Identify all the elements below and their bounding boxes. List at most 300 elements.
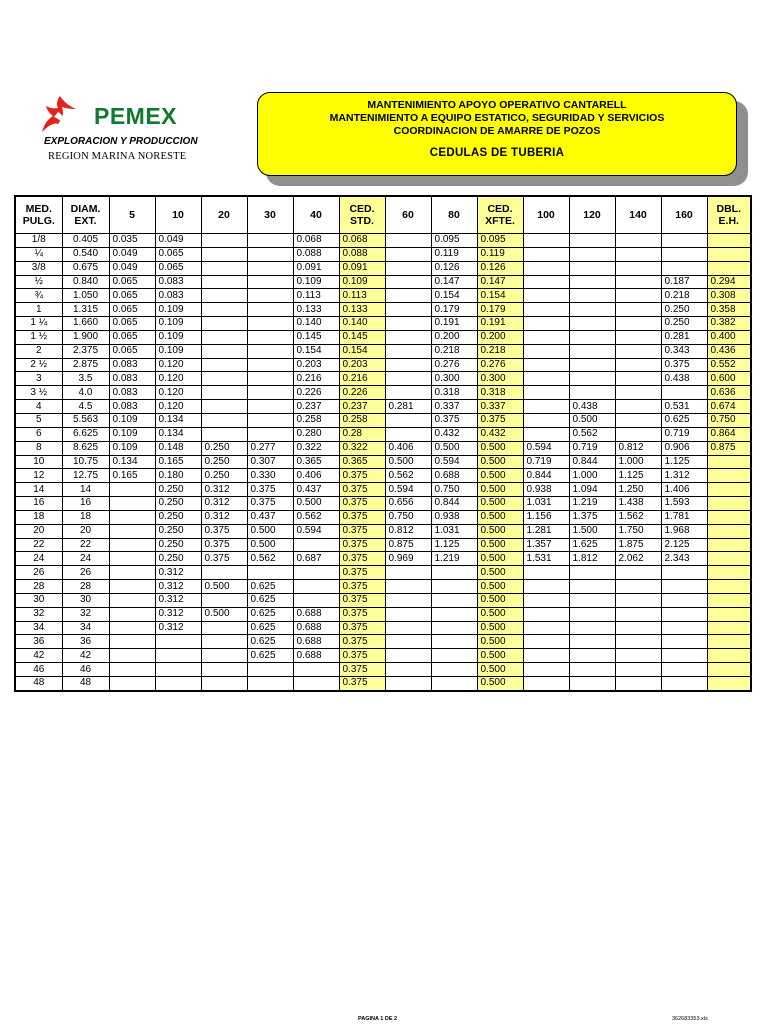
wall-thickness-cell: 0.375 xyxy=(339,483,385,497)
wall-thickness-cell xyxy=(615,303,661,317)
wall-thickness-cell xyxy=(109,524,155,538)
wall-thickness-cell: 0.145 xyxy=(339,330,385,344)
wall-thickness-cell: 0.312 xyxy=(155,621,201,635)
wall-thickness-cell: 0.147 xyxy=(477,275,523,289)
wall-thickness-cell xyxy=(707,483,751,497)
wall-thickness-cell xyxy=(569,234,615,248)
wall-thickness-cell: 0.088 xyxy=(293,247,339,261)
wall-thickness-cell: 0.500 xyxy=(477,538,523,552)
wall-thickness-cell: 0.719 xyxy=(523,455,569,469)
wall-thickness-cell: 0.625 xyxy=(247,621,293,635)
wall-thickness-cell xyxy=(615,275,661,289)
wall-thickness-cell xyxy=(201,677,247,691)
wall-thickness-cell xyxy=(661,607,707,621)
region-subtitle: EXPLORACION Y PRODUCCION xyxy=(44,136,198,147)
wall-thickness-cell: 0.375 xyxy=(201,538,247,552)
wall-thickness-cell xyxy=(109,677,155,691)
wall-thickness-cell: 0.312 xyxy=(155,607,201,621)
column-header-label: 160 xyxy=(675,209,693,221)
wall-thickness-cell: 0.133 xyxy=(339,303,385,317)
wall-thickness-cell: 0.119 xyxy=(431,247,477,261)
nominal-size-cell: 1 ½ xyxy=(15,330,62,344)
wall-thickness-cell: 0.375 xyxy=(339,663,385,677)
wall-thickness-cell: 0.375 xyxy=(339,677,385,691)
outer-diameter-cell: 0.675 xyxy=(62,261,109,275)
wall-thickness-cell: 0.088 xyxy=(339,247,385,261)
wall-thickness-cell: 0.312 xyxy=(155,593,201,607)
wall-thickness-cell: 0.500 xyxy=(385,455,431,469)
wall-thickness-cell: 1.781 xyxy=(661,510,707,524)
wall-thickness-cell xyxy=(155,663,201,677)
wall-thickness-cell xyxy=(155,649,201,663)
wall-thickness-cell: 0.400 xyxy=(707,330,751,344)
wall-thickness-cell: 1.000 xyxy=(569,469,615,483)
wall-thickness-cell xyxy=(707,510,751,524)
column-header-label: 40 xyxy=(310,209,322,221)
column-header-label: 140 xyxy=(629,209,647,221)
outer-diameter-cell: 36 xyxy=(62,635,109,649)
wall-thickness-cell: 0.276 xyxy=(477,358,523,372)
wall-thickness-cell xyxy=(109,580,155,594)
wall-thickness-cell: 0.437 xyxy=(293,483,339,497)
wall-thickness-cell xyxy=(523,303,569,317)
wall-thickness-cell xyxy=(661,621,707,635)
wall-thickness-cell: 0.600 xyxy=(707,372,751,386)
outer-diameter-cell: 12.75 xyxy=(62,469,109,483)
wall-thickness-cell: 0.154 xyxy=(293,344,339,358)
table-row xyxy=(15,497,751,511)
wall-thickness-cell xyxy=(523,663,569,677)
wall-thickness-cell: 0.500 xyxy=(477,455,523,469)
wall-thickness-cell xyxy=(247,261,293,275)
table-row xyxy=(15,358,751,372)
wall-thickness-cell: 0.083 xyxy=(109,372,155,386)
wall-thickness-cell xyxy=(523,344,569,358)
wall-thickness-cell: 1.219 xyxy=(431,552,477,566)
wall-thickness-cell xyxy=(201,386,247,400)
wall-thickness-cell xyxy=(201,427,247,441)
nominal-size-cell: 14 xyxy=(15,483,62,497)
wall-thickness-cell xyxy=(707,580,751,594)
wall-thickness-cell: 0.625 xyxy=(247,649,293,663)
column-header-label: 120 xyxy=(583,209,601,221)
wall-thickness-cell xyxy=(615,372,661,386)
outer-diameter-cell: 0.405 xyxy=(62,234,109,248)
wall-thickness-cell: 0.500 xyxy=(477,621,523,635)
wall-thickness-cell xyxy=(385,275,431,289)
wall-thickness-cell: 1.438 xyxy=(615,497,661,511)
wall-thickness-cell xyxy=(523,607,569,621)
table-row xyxy=(15,524,751,538)
wall-thickness-cell: 0.312 xyxy=(201,483,247,497)
table-row xyxy=(15,469,751,483)
wall-thickness-cell: 0.500 xyxy=(477,607,523,621)
wall-thickness-cell xyxy=(707,524,751,538)
wall-thickness-cell: 0.375 xyxy=(339,524,385,538)
outer-diameter-cell: 30 xyxy=(62,593,109,607)
wall-thickness-cell: 0.375 xyxy=(339,510,385,524)
wall-thickness-cell: 0.200 xyxy=(431,330,477,344)
wall-thickness-cell xyxy=(707,635,751,649)
wall-thickness-cell xyxy=(523,275,569,289)
wall-thickness-cell: 0.068 xyxy=(339,234,385,248)
wall-thickness-cell xyxy=(201,663,247,677)
wall-thickness-cell: 0.191 xyxy=(477,317,523,331)
logo-text: PEMEX xyxy=(94,103,178,129)
wall-thickness-cell: 0.688 xyxy=(293,621,339,635)
wall-thickness-cell xyxy=(385,677,431,691)
outer-diameter-cell: 22 xyxy=(62,538,109,552)
column-header-label: 30 xyxy=(264,209,276,221)
wall-thickness-cell xyxy=(523,649,569,663)
wall-thickness-cell: 0.250 xyxy=(661,303,707,317)
nominal-size-cell: 6 xyxy=(15,427,62,441)
wall-thickness-cell xyxy=(109,483,155,497)
wall-thickness-cell xyxy=(109,566,155,580)
wall-thickness-cell xyxy=(707,593,751,607)
wall-thickness-cell xyxy=(615,566,661,580)
nominal-size-cell: 32 xyxy=(15,607,62,621)
wall-thickness-cell xyxy=(385,330,431,344)
wall-thickness-cell: 0.258 xyxy=(293,413,339,427)
wall-thickness-cell xyxy=(201,247,247,261)
wall-thickness-cell: 0.500 xyxy=(477,649,523,663)
wall-thickness-cell: 0.134 xyxy=(155,413,201,427)
wall-thickness-cell: 0.625 xyxy=(247,593,293,607)
wall-thickness-cell: 0.625 xyxy=(247,635,293,649)
wall-thickness-cell: 0.500 xyxy=(477,524,523,538)
wall-thickness-cell xyxy=(661,677,707,691)
wall-thickness-cell: 0.035 xyxy=(109,234,155,248)
outer-diameter-cell: 14 xyxy=(62,483,109,497)
wall-thickness-cell: 0.083 xyxy=(109,386,155,400)
wall-thickness-cell xyxy=(523,413,569,427)
wall-thickness-cell xyxy=(293,566,339,580)
wall-thickness-cell: 0.375 xyxy=(339,621,385,635)
column-header-label: MED. xyxy=(25,203,52,215)
wall-thickness-cell xyxy=(615,330,661,344)
wall-thickness-cell: 0.300 xyxy=(477,372,523,386)
wall-thickness-cell xyxy=(523,427,569,441)
wall-thickness-cell: 0.200 xyxy=(477,330,523,344)
wall-thickness-cell: 0.437 xyxy=(247,510,293,524)
nominal-size-cell: 1 ¼ xyxy=(15,317,62,331)
wall-thickness-cell: 0.165 xyxy=(109,469,155,483)
wall-thickness-cell: 0.500 xyxy=(477,552,523,566)
wall-thickness-cell xyxy=(247,247,293,261)
table-row xyxy=(15,372,751,386)
table-row xyxy=(15,303,751,317)
nominal-size-cell: 4 xyxy=(15,400,62,414)
wall-thickness-cell xyxy=(385,386,431,400)
wall-thickness-cell xyxy=(385,289,431,303)
column-header xyxy=(201,196,247,234)
outer-diameter-cell: 1.050 xyxy=(62,289,109,303)
wall-thickness-cell: 1.125 xyxy=(615,469,661,483)
wall-thickness-cell xyxy=(661,593,707,607)
nominal-size-cell: 42 xyxy=(15,649,62,663)
wall-thickness-cell: 0.216 xyxy=(339,372,385,386)
wall-thickness-cell: 0.147 xyxy=(431,275,477,289)
wall-thickness-cell: 1.125 xyxy=(431,538,477,552)
wall-thickness-cell: 0.179 xyxy=(431,303,477,317)
wall-thickness-cell: 0.432 xyxy=(477,427,523,441)
outer-diameter-cell: 24 xyxy=(62,552,109,566)
wall-thickness-cell: 0.134 xyxy=(109,455,155,469)
wall-thickness-cell: 0.406 xyxy=(293,469,339,483)
wall-thickness-cell: 0.594 xyxy=(431,455,477,469)
wall-thickness-cell xyxy=(431,566,477,580)
wall-thickness-cell xyxy=(385,663,431,677)
column-header-label: 80 xyxy=(448,209,460,221)
wall-thickness-cell xyxy=(615,400,661,414)
column-header-label: XFTE. xyxy=(485,215,515,227)
wall-thickness-cell: 0.375 xyxy=(201,524,247,538)
column-header xyxy=(477,196,523,234)
wall-thickness-cell: 0.330 xyxy=(247,469,293,483)
wall-thickness-cell: 0.113 xyxy=(293,289,339,303)
wall-thickness-cell: 0.065 xyxy=(109,303,155,317)
wall-thickness-cell xyxy=(431,663,477,677)
nominal-size-cell: 5 xyxy=(15,413,62,427)
wall-thickness-cell: 1.531 xyxy=(523,552,569,566)
wall-thickness-cell: 0.145 xyxy=(293,330,339,344)
outer-diameter-cell: 46 xyxy=(62,663,109,677)
wall-thickness-cell xyxy=(661,649,707,663)
table-row xyxy=(15,455,751,469)
wall-thickness-cell xyxy=(707,566,751,580)
wall-thickness-cell xyxy=(247,234,293,248)
nominal-size-cell: 16 xyxy=(15,497,62,511)
wall-thickness-cell: 0.083 xyxy=(109,400,155,414)
column-header xyxy=(109,196,155,234)
table-row xyxy=(15,441,751,455)
nominal-size-cell: 26 xyxy=(15,566,62,580)
wall-thickness-cell: 0.28 xyxy=(339,427,385,441)
wall-thickness-cell xyxy=(523,261,569,275)
wall-thickness-cell xyxy=(109,538,155,552)
wall-thickness-cell: 0.318 xyxy=(477,386,523,400)
column-header xyxy=(15,196,62,234)
wall-thickness-cell xyxy=(201,330,247,344)
wall-thickness-cell: 0.625 xyxy=(661,413,707,427)
wall-thickness-cell: 0.552 xyxy=(707,358,751,372)
table-row xyxy=(15,677,751,691)
table-row xyxy=(15,289,751,303)
wall-thickness-cell: 0.250 xyxy=(155,552,201,566)
outer-diameter-cell: 32 xyxy=(62,607,109,621)
wall-thickness-cell xyxy=(201,593,247,607)
wall-thickness-cell xyxy=(293,580,339,594)
wall-thickness-cell xyxy=(247,275,293,289)
title-line: MANTENIMIENTO APOYO OPERATIVO CANTARELL xyxy=(367,99,627,111)
wall-thickness-cell xyxy=(523,593,569,607)
wall-thickness-cell: 0.969 xyxy=(385,552,431,566)
wall-thickness-cell: 0.203 xyxy=(339,358,385,372)
wall-thickness-cell: 0.906 xyxy=(661,441,707,455)
table-row xyxy=(15,427,751,441)
wall-thickness-cell: 0.148 xyxy=(155,441,201,455)
wall-thickness-cell xyxy=(615,247,661,261)
outer-diameter-cell: 0.840 xyxy=(62,275,109,289)
wall-thickness-cell xyxy=(201,649,247,663)
wall-thickness-cell: 0.049 xyxy=(109,261,155,275)
wall-thickness-cell: 0.438 xyxy=(661,372,707,386)
outer-diameter-cell: 6.625 xyxy=(62,427,109,441)
nominal-size-cell: ¾ xyxy=(15,289,62,303)
wall-thickness-cell: 0.250 xyxy=(155,524,201,538)
wall-thickness-cell: 0.375 xyxy=(339,580,385,594)
wall-thickness-cell: 0.154 xyxy=(477,289,523,303)
wall-thickness-cell xyxy=(385,413,431,427)
wall-thickness-cell xyxy=(707,677,751,691)
wall-thickness-cell: 1.875 xyxy=(615,538,661,552)
outer-diameter-cell: 34 xyxy=(62,621,109,635)
wall-thickness-cell: 0.864 xyxy=(707,427,751,441)
wall-thickness-cell xyxy=(293,677,339,691)
wall-thickness-cell xyxy=(569,649,615,663)
title-lines xyxy=(258,99,736,138)
column-header-label: DBL. xyxy=(716,203,741,215)
wall-thickness-cell: 0.065 xyxy=(109,330,155,344)
wall-thickness-cell: 0.065 xyxy=(109,344,155,358)
wall-thickness-cell: 0.365 xyxy=(339,455,385,469)
wall-thickness-cell xyxy=(569,275,615,289)
wall-thickness-cell xyxy=(247,372,293,386)
pemex-eagle-icon xyxy=(36,92,96,136)
nominal-size-cell: 1 xyxy=(15,303,62,317)
outer-diameter-cell: 42 xyxy=(62,649,109,663)
wall-thickness-cell: 0.218 xyxy=(431,344,477,358)
wall-thickness-cell xyxy=(615,677,661,691)
nominal-size-cell: 8 xyxy=(15,441,62,455)
wall-thickness-cell: 0.375 xyxy=(339,635,385,649)
table-row xyxy=(15,317,751,331)
wall-thickness-cell: 0.250 xyxy=(155,497,201,511)
wall-thickness-cell: 0.154 xyxy=(431,289,477,303)
wall-thickness-cell: 1.312 xyxy=(661,469,707,483)
wall-thickness-cell xyxy=(247,677,293,691)
wall-thickness-cell: 0.432 xyxy=(431,427,477,441)
wall-thickness-cell: 0.531 xyxy=(661,400,707,414)
wall-thickness-cell: 0.218 xyxy=(477,344,523,358)
wall-thickness-cell: 0.120 xyxy=(155,358,201,372)
wall-thickness-cell: 0.719 xyxy=(569,441,615,455)
wall-thickness-cell xyxy=(569,566,615,580)
wall-thickness-cell xyxy=(155,677,201,691)
wall-thickness-cell xyxy=(109,497,155,511)
wall-thickness-cell: 0.218 xyxy=(661,289,707,303)
outer-diameter-cell: 8.625 xyxy=(62,441,109,455)
wall-thickness-cell xyxy=(385,317,431,331)
wall-thickness-cell: 0.120 xyxy=(155,386,201,400)
wall-thickness-cell: 0.237 xyxy=(293,400,339,414)
wall-thickness-cell: 0.436 xyxy=(707,344,751,358)
wall-thickness-cell xyxy=(385,234,431,248)
region-name: REGION MARINA NORESTE xyxy=(48,151,187,162)
wall-thickness-cell: 0.308 xyxy=(707,289,751,303)
wall-thickness-cell: 1.281 xyxy=(523,524,569,538)
wall-thickness-cell: 0.844 xyxy=(569,455,615,469)
wall-thickness-cell: 0.226 xyxy=(339,386,385,400)
nominal-size-cell: 18 xyxy=(15,510,62,524)
wall-thickness-cell: 1.750 xyxy=(615,524,661,538)
wall-thickness-cell: 0.276 xyxy=(431,358,477,372)
wall-thickness-cell xyxy=(385,566,431,580)
nominal-size-cell: 48 xyxy=(15,677,62,691)
wall-thickness-cell: 0.674 xyxy=(707,400,751,414)
wall-thickness-cell xyxy=(569,607,615,621)
wall-thickness-cell: 0.375 xyxy=(339,607,385,621)
table-row xyxy=(15,580,751,594)
wall-thickness-cell: 0.500 xyxy=(477,510,523,524)
wall-thickness-cell: 0.165 xyxy=(155,455,201,469)
wall-thickness-cell xyxy=(201,317,247,331)
wall-thickness-cell: 0.688 xyxy=(293,607,339,621)
outer-diameter-cell: 1.315 xyxy=(62,303,109,317)
wall-thickness-cell xyxy=(431,621,477,635)
wall-thickness-cell xyxy=(385,261,431,275)
wall-thickness-cell xyxy=(201,372,247,386)
wall-thickness-cell: 0.500 xyxy=(247,538,293,552)
wall-thickness-cell xyxy=(385,621,431,635)
wall-thickness-cell: 0.250 xyxy=(661,317,707,331)
wall-thickness-cell xyxy=(293,538,339,552)
wall-thickness-cell: 0.365 xyxy=(293,455,339,469)
wall-thickness-cell: 1.375 xyxy=(569,510,615,524)
wall-thickness-cell: 0.500 xyxy=(477,497,523,511)
wall-thickness-cell: 0.343 xyxy=(661,344,707,358)
table-row xyxy=(15,621,751,635)
table-row xyxy=(15,510,751,524)
outer-diameter-cell: 18 xyxy=(62,510,109,524)
outer-diameter-cell: 5.563 xyxy=(62,413,109,427)
wall-thickness-cell xyxy=(201,275,247,289)
wall-thickness-cell: 2.062 xyxy=(615,552,661,566)
outer-diameter-cell: 16 xyxy=(62,497,109,511)
wall-thickness-cell xyxy=(201,344,247,358)
title-line: MANTENIMIENTO A EQUIPO ESTATICO, SEGURIDAD Y SERVICIOS xyxy=(329,112,665,124)
wall-thickness-cell xyxy=(523,317,569,331)
wall-thickness-cell xyxy=(247,303,293,317)
wall-thickness-cell: 0.719 xyxy=(661,427,707,441)
wall-thickness-cell: 0.500 xyxy=(477,635,523,649)
wall-thickness-cell xyxy=(201,400,247,414)
column-header xyxy=(661,196,707,234)
wall-thickness-cell: 0.500 xyxy=(477,441,523,455)
wall-thickness-cell: 0.065 xyxy=(109,317,155,331)
wall-thickness-cell xyxy=(707,261,751,275)
wall-thickness-cell: 0.636 xyxy=(707,386,751,400)
wall-thickness-cell xyxy=(569,330,615,344)
wall-thickness-cell xyxy=(707,538,751,552)
wall-thickness-cell xyxy=(707,607,751,621)
wall-thickness-cell: 0.594 xyxy=(293,524,339,538)
wall-thickness-cell: 1.156 xyxy=(523,510,569,524)
table-row xyxy=(15,400,751,414)
wall-thickness-cell: 0.844 xyxy=(523,469,569,483)
wall-thickness-cell xyxy=(247,427,293,441)
wall-thickness-cell: 0.154 xyxy=(339,344,385,358)
wall-thickness-cell: 1.500 xyxy=(569,524,615,538)
table-row xyxy=(15,261,751,275)
wall-thickness-cell xyxy=(431,635,477,649)
wall-thickness-cell: 0.594 xyxy=(385,483,431,497)
column-header-label: EXT. xyxy=(74,215,97,227)
pipe-schedule-table xyxy=(14,195,752,692)
wall-thickness-cell: 0.656 xyxy=(385,497,431,511)
wall-thickness-cell xyxy=(707,552,751,566)
